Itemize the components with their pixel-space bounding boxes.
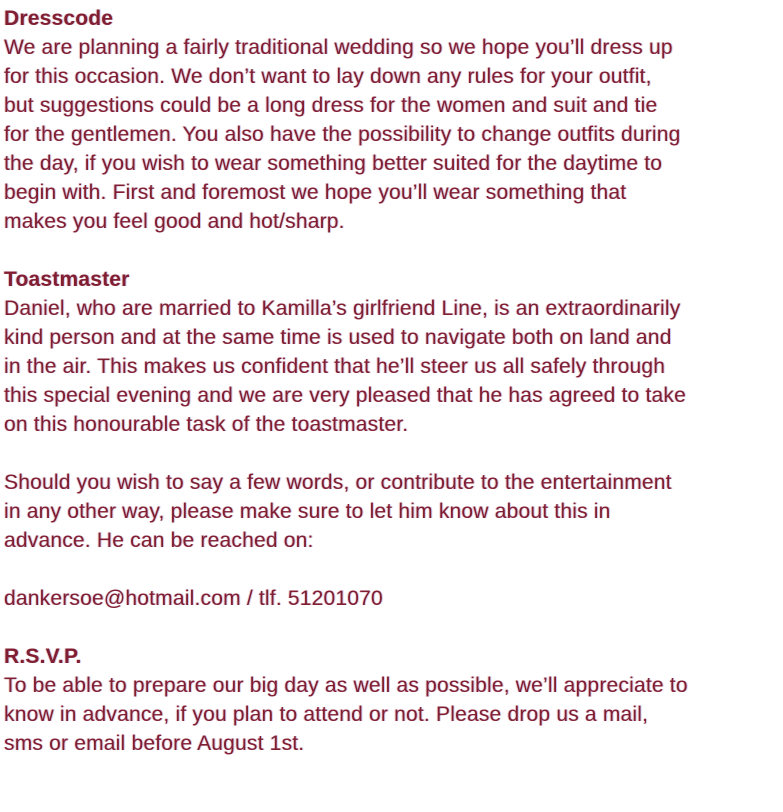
dresscode-paragraph [4,33,779,236]
text-line: Daniel, who are married to Kamilla’s girlfriend Line, is an extraordinarily [4,297,681,320]
text-line: but suggestions could be a long dress for the women and suit and tie [4,94,658,117]
text-line: on this honourable task of the toastmaster. [4,413,409,436]
section-toastmaster [4,265,779,613]
text-line: kind person and at the same time is used to navigate both on land and [4,326,672,349]
text-line: Should you wish to say a few words, or contribute to the entertainment [4,471,672,494]
text-line: We are planning a fairly traditional wedding so we hope you’ll dress up [4,36,673,59]
text-line: the day, if you wish to wear something better suited for the daytime to [4,152,663,175]
toastmaster-title: Toastmaster [4,268,130,291]
section-dresscode [4,4,779,236]
text-line: this special evening and we are very pleased that he has agreed to take [4,384,686,407]
text-line: for this occasion. We don’t want to lay down any rules for your outfit, [4,65,652,88]
section-rsvp [4,642,779,758]
text-line: in any other way, please make sure to let him know about this in [4,500,611,523]
rsvp-title: R.S.V.P. [4,645,82,668]
toastmaster-paragraph-intro [4,294,779,439]
toastmaster-contact [4,584,779,613]
text-line: for the gentlemen. You also have the possibility to change outfits during [4,123,681,146]
text-line: advance. He can be reached on: [4,529,314,552]
text-line: in the air. This makes us confident that he’ll steer us all safely through [4,355,666,378]
rsvp-paragraph [4,671,779,758]
text-line: To be able to prepare our big day as well as possible, we’ll appreciate to [4,674,688,697]
toastmaster-paragraph-speeches [4,468,779,555]
contact-line: dankersoe@hotmail.com / tlf. 51201070 [4,587,383,610]
text-line: begin with. First and foremost we hope you’ll wear something that [4,181,627,204]
text-line: sms or email before August 1st. [4,732,305,755]
text-line: makes you feel good and hot/sharp. [4,210,345,233]
dresscode-title: Dresscode [4,7,114,30]
text-line: know in advance, if you plan to attend or not. Please drop us a mail, [4,703,649,726]
